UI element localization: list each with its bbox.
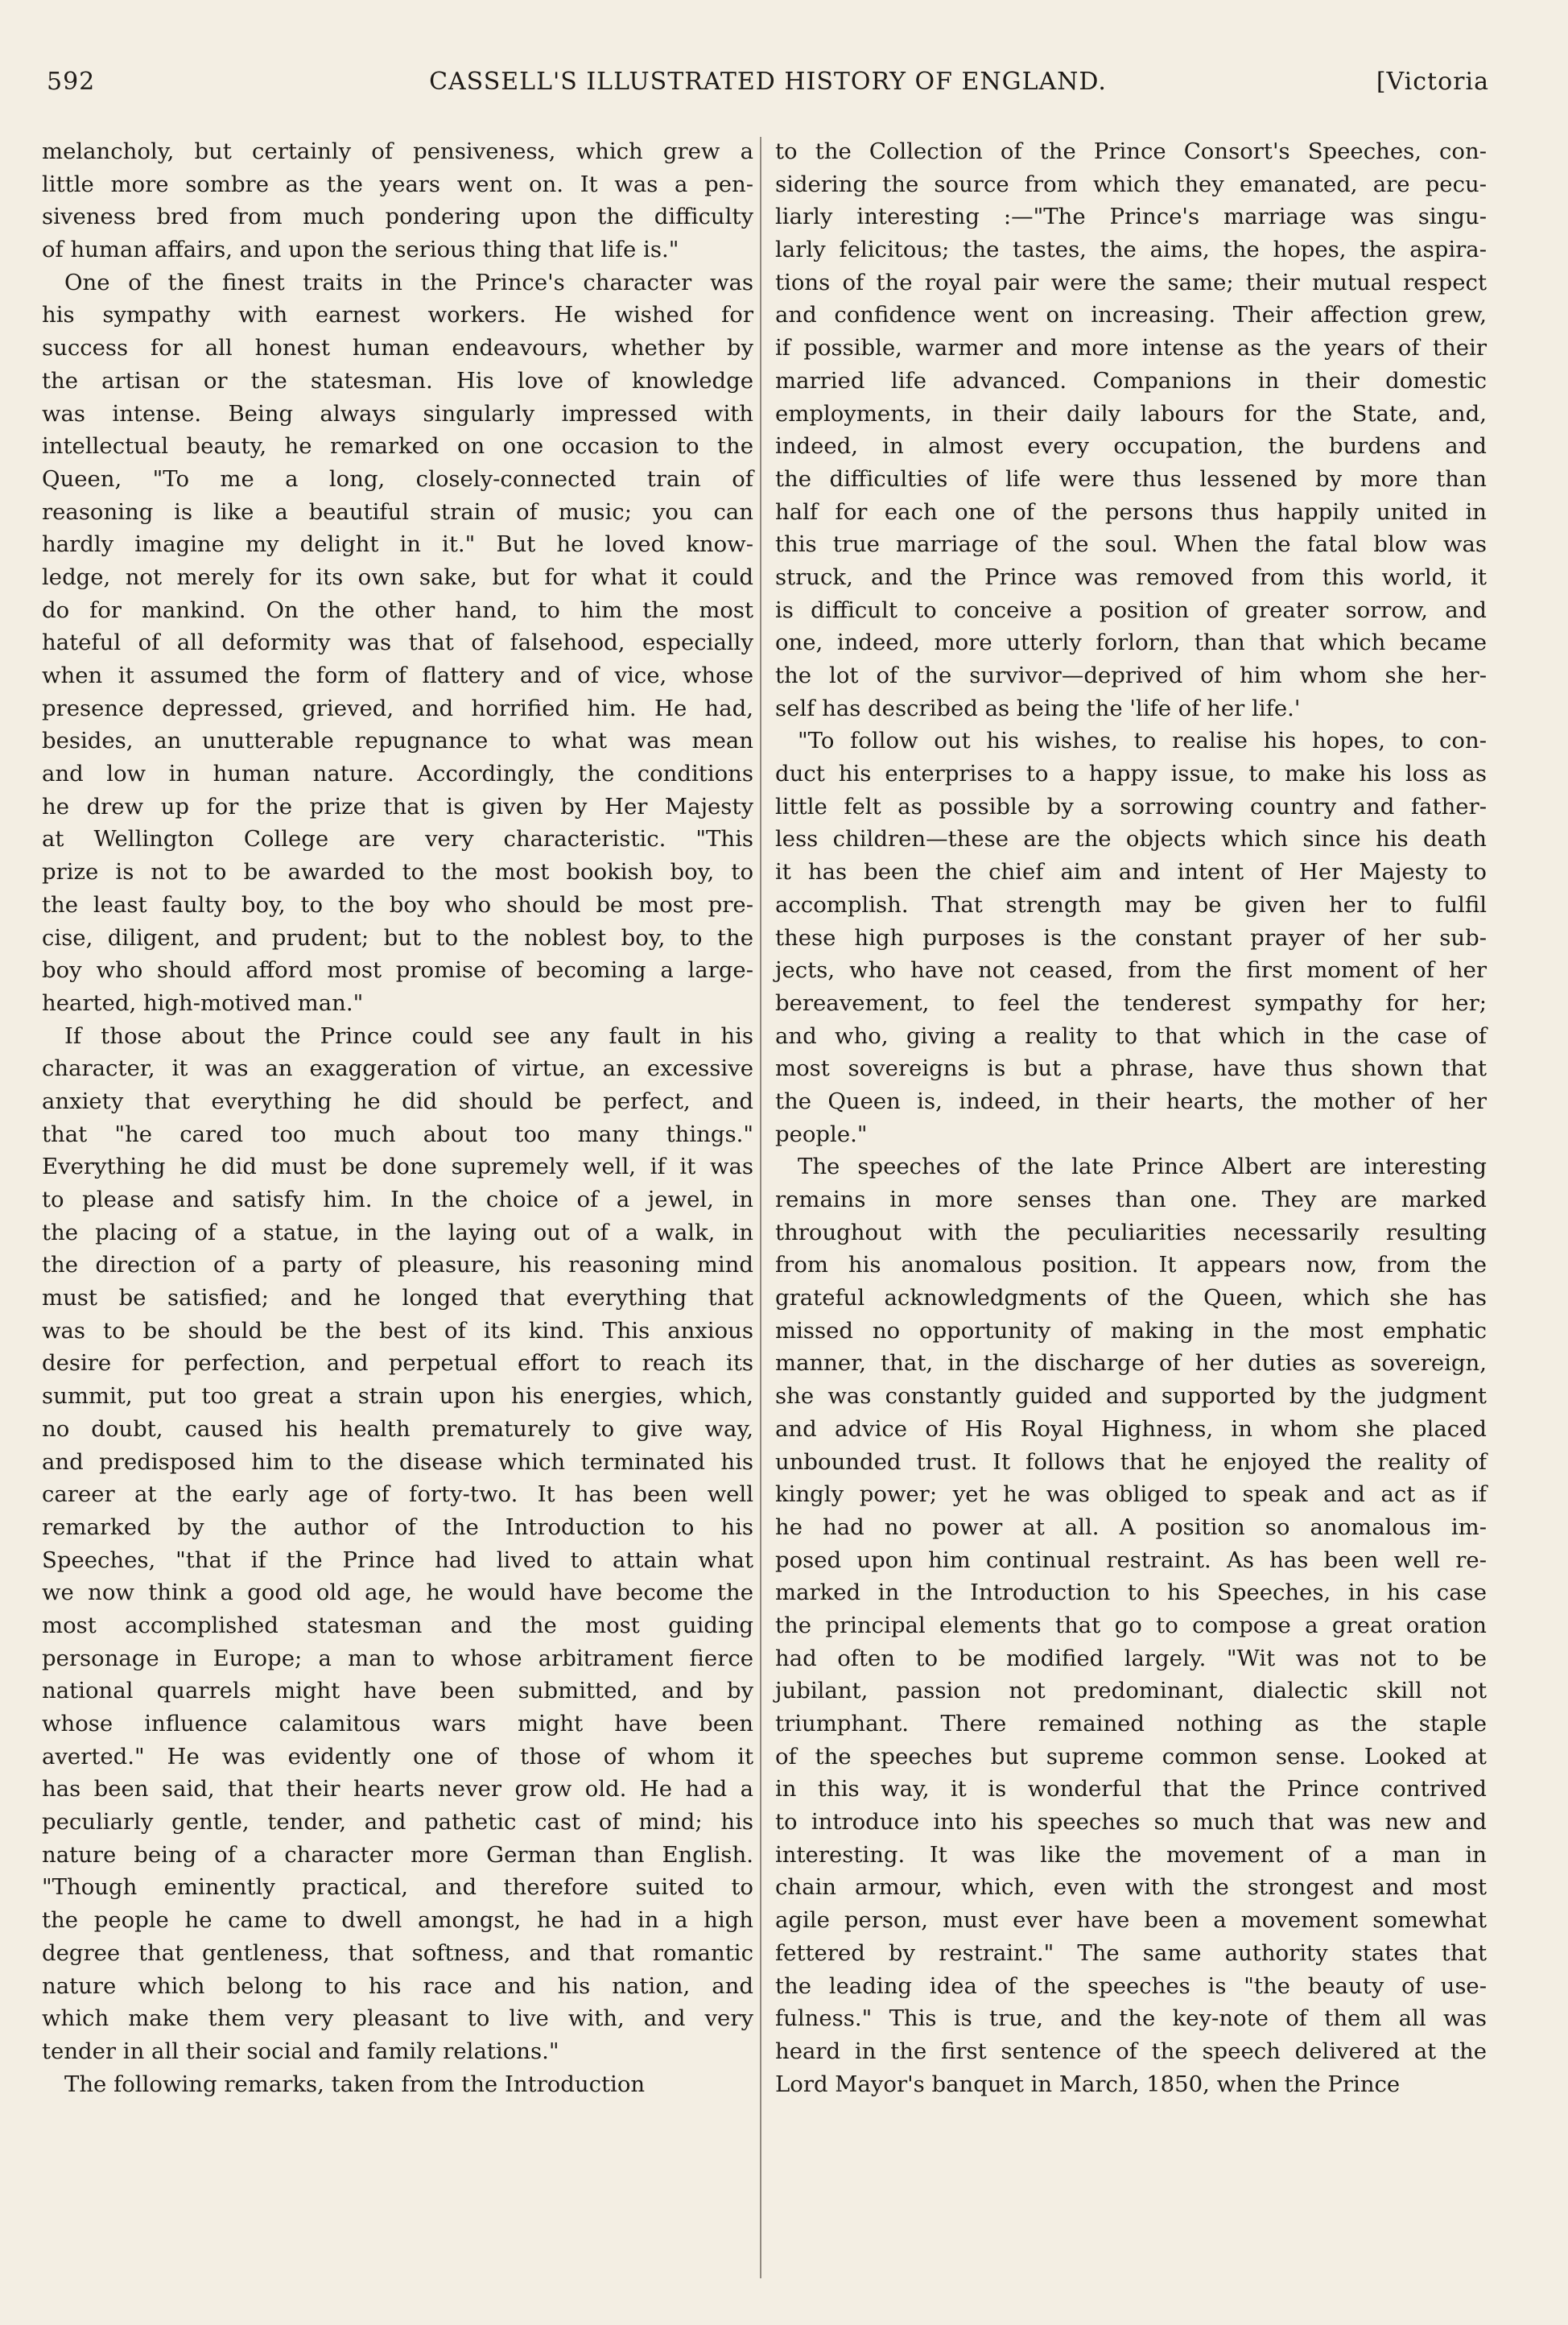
right-line: unbounded trust. It follows that he enjoyed the reality of	[775, 1448, 1487, 1475]
left-line: at Wellington College are very characteristic. "This	[42, 826, 753, 853]
left-line: prize is not to be awarded to the most bookish boy, to	[42, 859, 753, 886]
left-line: Speeches, "that if the Prince had lived to attain what	[42, 1547, 753, 1573]
right-line: the principal elements that go to compose a great oration	[775, 1612, 1487, 1638]
left-line: his sympathy with earnest workers. He wished for	[42, 302, 753, 328]
right-line: manner, that, in the discharge of her duties as sovereign,	[775, 1350, 1487, 1377]
left-line: personage in Europe; a man to whose arbitrament fierce	[42, 1645, 753, 1671]
left-line: must be satisfied; and he longed that everything that	[42, 1285, 753, 1311]
right-line: liarly interesting :—"The Prince's marriage was singu-	[775, 204, 1487, 230]
left-line: do for mankind. On the other hand, to him the most	[42, 597, 753, 623]
right-line: half for each one of the persons thus happily united in	[775, 498, 1487, 525]
left-line: whose influence calamitous wars might have been	[42, 1711, 753, 1737]
left-line: was to be should be the best of its kind. This anxious	[42, 1317, 753, 1344]
right-line: from his anomalous position. It appears now, from the	[775, 1252, 1487, 1278]
right-line: remains in more senses than one. They are marked	[775, 1187, 1487, 1212]
right-line: accomplish. That strength may be given her to fulfil	[775, 891, 1487, 918]
right-line: to introduce into his speeches so much that was new and	[775, 1809, 1487, 1836]
running-title: CASSELL'S ILLUSTRATED HISTORY OF ENGLAND.	[429, 68, 1107, 96]
left-line: anxiety that everything he did should be perfect, and	[42, 1088, 753, 1114]
left-line: ledge, not merely for its own sake, but for what it could	[42, 564, 753, 590]
left-line: little more sombre as the years went on. It was a pen-	[42, 171, 753, 197]
right-line: if possible, warmer and more intense as the years of their	[775, 335, 1487, 361]
left-line: presence depressed, grieved, and horrified him. He had,	[42, 695, 753, 721]
left-line: the artisan or the statesman. His love of knowledge	[42, 367, 753, 394]
right-line: kingly power; yet he was obliged to speak and act as if	[775, 1481, 1487, 1508]
left-text-column	[42, 135, 753, 2100]
left-line: nature which belong to his race and his nation, and	[42, 1972, 753, 1999]
right-line: and who, giving a reality to that which in the case of	[775, 1022, 1487, 1049]
left-line: degree that gentleness, that softness, and that romantic	[42, 1939, 753, 1966]
right-line: people."	[775, 1121, 868, 1147]
left-line: when it assumed the form of flattery and of vice, whose	[42, 663, 753, 688]
left-line: remarked by the author of the Introduction to his	[42, 1514, 753, 1540]
left-line: tender in all their social and family relations."	[42, 2038, 559, 2064]
left-line: One of the finest traits in the Prince's character was	[64, 269, 753, 295]
right-line: it has been the chief aim and intent of Her Majesty to	[775, 859, 1487, 886]
left-line: the least faulty boy, to the boy who should be most pre-	[42, 891, 753, 918]
left-line: the people he came to dwell amongst, he had in a high	[42, 1907, 753, 1934]
right-line: the leading idea of the speeches is "the beauty of use-	[775, 1972, 1487, 1999]
left-line: summit, put too great a strain upon his energies, which,	[42, 1383, 753, 1410]
left-line: averted." He was evidently one of those of whom it	[42, 1743, 753, 1770]
left-line: we now think a good old age, he would have become the	[42, 1580, 753, 1606]
right-line: larly felicitous; the tastes, the aims, the hopes, the aspira-	[775, 237, 1487, 263]
right-line: indeed, in almost every occupation, the burdens and	[775, 433, 1487, 460]
right-line: the lot of the survivor—deprived of him whom she her-	[775, 663, 1487, 688]
running-head	[47, 61, 1489, 105]
right-line: employments, in their daily labours for the State, and,	[775, 400, 1487, 427]
right-line: missed no opportunity of making in the most emphatic	[775, 1317, 1487, 1344]
right-line: most sovereigns is but a phrase, have thus shown that	[775, 1055, 1487, 1082]
right-line: married life advanced. Companions in their domestic	[775, 367, 1487, 394]
left-line: siveness bred from much pondering upon the difficulty	[42, 204, 753, 230]
right-line: bereavement, to feel the tenderest sympathy for her;	[775, 989, 1487, 1016]
left-line: has been said, that their hearts never grow old. He had a	[42, 1776, 753, 1803]
left-line: hateful of all deformity was that of falsehood, especially	[42, 630, 753, 656]
right-line: jects, who have not ceased, from the first moment of her	[775, 957, 1487, 984]
right-line: is difficult to conceive a position of greater sorrow, and	[775, 597, 1487, 623]
left-line: boy who should afford most promise of becoming a large-	[42, 957, 753, 984]
page-number: 592	[47, 68, 96, 96]
left-line: If those about the Prince could see any fault in his	[64, 1022, 753, 1049]
right-line: and advice of His Royal Highness, in whom she placed	[775, 1415, 1487, 1442]
right-line: had often to be modified largely. "Wit was not to be	[775, 1645, 1487, 1671]
left-line: and low in human nature. Accordingly, the conditions	[42, 761, 753, 787]
left-line: intellectual beauty, he remarked on one occasion to the	[42, 433, 753, 460]
left-line: career at the early age of forty-two. It has been well	[42, 1481, 753, 1508]
right-line: triumphant. There remained nothing as the staple	[775, 1711, 1487, 1737]
left-line: was intense. Being always singularly impressed with	[42, 400, 753, 427]
right-line: interesting. It was like the movement of a man in	[775, 1841, 1487, 1868]
right-line: grateful acknowledgments of the Queen, which she has	[775, 1285, 1487, 1311]
left-line: desire for perfection, and perpetual effort to reach its	[42, 1350, 753, 1377]
left-line: besides, an unutterable repugnance to what was mean	[42, 728, 753, 754]
right-line: heard in the first sentence of the speech delivered at the	[775, 2038, 1487, 2064]
right-line: Lord Mayor's banquet in March, 1850, when the Prince	[775, 2071, 1401, 2097]
left-line: cise, diligent, and prudent; but to the noblest boy, to the	[42, 924, 753, 951]
left-line: Queen, "To me a long, closely-connected train of	[42, 465, 753, 492]
left-line: Everything he did must be done supremely well, if it was	[42, 1154, 753, 1180]
left-line: of human affairs, and upon the serious thing that life is."	[42, 237, 679, 263]
left-line: most accomplished statesman and the most guiding	[42, 1612, 753, 1638]
left-line: and predisposed him to the disease which terminated his	[42, 1448, 753, 1475]
left-line: The following remarks, taken from the Introduction	[64, 2071, 646, 2097]
right-line: throughout with the peculiarities necessarily resulting	[775, 1219, 1487, 1245]
left-line: which make them very pleasant to live with, and very	[42, 2005, 753, 2032]
right-line: the Queen is, indeed, in their hearts, the mother of her	[775, 1088, 1487, 1114]
left-line: melancholy, but certainly of pensiveness, which grew a	[42, 138, 753, 164]
left-line: the direction of a party of pleasure, his reasoning mind	[42, 1252, 753, 1278]
left-line: no doubt, caused his health prematurely to give way,	[42, 1415, 753, 1442]
left-line: "Though eminently practical, and therefore suited to	[42, 1874, 753, 1901]
right-line: of the speeches but supreme common sense. Looked at	[775, 1743, 1487, 1770]
right-line: "To follow out his wishes, to realise his hopes, to con-	[798, 728, 1487, 754]
left-line: to please and satisfy him. In the choice of a jewel, in	[42, 1187, 753, 1212]
right-line: fettered by restraint." The same authority states that	[775, 1939, 1487, 1966]
left-line: hardly imagine my delight in it." But he loved know-	[42, 531, 753, 558]
right-line: jubilant, passion not predominant, dialectic skill not	[775, 1678, 1487, 1704]
right-line: less children—these are the objects which since his death	[775, 826, 1487, 853]
right-line: tions of the royal pair were the same; their mutual respect	[775, 269, 1487, 295]
right-line: in this way, it is wonderful that the Prince contrived	[775, 1776, 1487, 1803]
right-line: agile person, must ever have been a movement somewhat	[775, 1907, 1487, 1934]
left-line: the placing of a statue, in the laying out of a walk, in	[42, 1219, 753, 1245]
left-line: peculiarly gentle, tender, and pathetic cast of mind; his	[42, 1809, 753, 1836]
right-line: struck, and the Prince was removed from this world, it	[775, 564, 1487, 590]
right-line: sidering the source from which they emanated, are pecu-	[775, 171, 1487, 197]
right-line: this true marriage of the soul. When the fatal blow was	[775, 531, 1487, 558]
left-line: reasoning is like a beautiful strain of music; you can	[42, 498, 753, 525]
right-line: he had no power at all. A position so anomalous im-	[775, 1514, 1487, 1540]
right-line: she was constantly guided and supported by the judgment	[775, 1383, 1487, 1410]
right-line: fulness." This is true, and the key-note of them all was	[775, 2005, 1487, 2032]
right-line: little felt as possible by a sorrowing country and father-	[775, 793, 1487, 820]
right-line: chain armour, which, even with the strongest and most	[775, 1874, 1487, 1901]
left-line: he drew up for the prize that is given by Her Majesty	[42, 793, 753, 820]
left-line: nature being of a character more German than English.	[42, 1841, 753, 1868]
column-divider	[760, 137, 761, 2278]
right-line: self has described as being the 'life of her life.'	[775, 695, 1301, 721]
right-line: The speeches of the late Prince Albert are interesting	[798, 1154, 1487, 1180]
left-line: national quarrels might have been submitted, and by	[42, 1678, 753, 1704]
right-text-column	[775, 135, 1487, 2100]
right-line: one, indeed, more utterly forlorn, than that which became	[775, 630, 1487, 656]
right-line: duct his enterprises to a happy issue, to make his loss as	[775, 761, 1487, 787]
left-line: character, it was an exaggeration of virtue, an excessive	[42, 1055, 753, 1082]
left-line: hearted, high-motived man."	[42, 989, 364, 1016]
right-line: posed upon him continual restraint. As has been well re-	[775, 1547, 1487, 1573]
right-line: and confidence went on increasing. Their affection grew,	[775, 302, 1487, 328]
right-line: to the Collection of the Prince Consort's Speeches, con-	[775, 138, 1487, 164]
right-line: marked in the Introduction to his Speeches, in his case	[775, 1580, 1487, 1606]
left-line: success for all honest human endeavours, whether by	[42, 335, 753, 361]
right-line: these high purposes is the constant prayer of her sub-	[775, 924, 1487, 951]
reign-label: [Victoria	[1376, 68, 1489, 96]
right-line: the difficulties of life were thus lessened by more than	[775, 465, 1487, 492]
left-line: that "he cared too much about too many things."	[42, 1121, 753, 1147]
